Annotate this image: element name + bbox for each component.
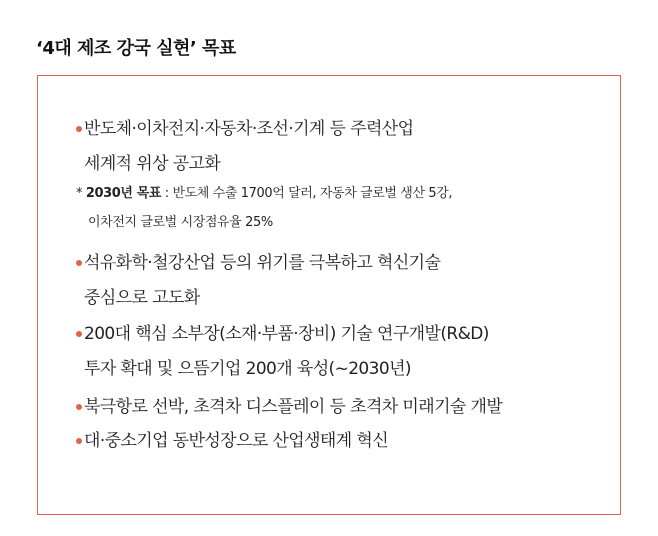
list-item-line: 대·중소기업 동반성장으로 산업생태계 혁신 bbox=[84, 431, 389, 451]
target-note-line2: 이차전지 글로벌 시장점유율 25% bbox=[88, 215, 273, 230]
bullet-dot bbox=[76, 438, 82, 444]
bullet-dot bbox=[76, 404, 82, 410]
note-label: 2030년 목표 bbox=[85, 186, 162, 201]
list-item-line: 세계적 위상 공고화 bbox=[84, 154, 221, 174]
list-item-line: 투자 확대 및 으뜸기업 200개 육성(~2030년) bbox=[84, 359, 411, 379]
bullet-dot bbox=[76, 126, 82, 132]
bullet-dot bbox=[76, 260, 82, 266]
page-title: ‘4대 제조 강국 실현’ 목표 bbox=[36, 38, 236, 59]
note-marker: * bbox=[76, 186, 83, 201]
list-item-line: 북극항로 선박, 초격차 디스플레이 등 초격차 미래기술 개발 bbox=[84, 397, 503, 417]
list-item-line: 200대 핵심 소부장(소재·부품·장비) 기술 연구개발(R&D) bbox=[84, 324, 489, 344]
list-item-line: 중심으로 고도화 bbox=[84, 288, 200, 308]
target-note bbox=[76, 185, 452, 203]
list-item-line: 반도체·이차전지·자동차·조선·기계 등 주력산업 bbox=[84, 119, 414, 139]
note-text: : 반도체 수출 1700억 달러, 자동차 글로벌 생산 5강, bbox=[164, 186, 453, 201]
list-item-line: 석유화학·철강산업 등의 위기를 극복하고 혁신기술 bbox=[84, 253, 441, 273]
bullet-dot bbox=[76, 331, 82, 337]
